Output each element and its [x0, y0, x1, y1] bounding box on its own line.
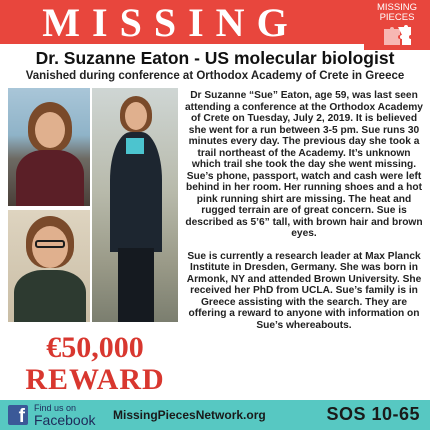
facebook-icon-glyph: f — [18, 406, 25, 427]
story-paragraph-1: Dr Suzanne “Sue” Eaton, age 59, was last seen attending a conference at the Orthodox Academy of Crete on Tuesday, July 2, 2019. It is believed she went for a run between 3-5 pm. Sue runs 30 minutes every day. The previous day she took a trail northeast of the Academy. It’s unknown which trail she took the day she went missing. Sue’s phone, passport, watch and cash were left behind in her room. Her running shoes and a hot pink running shirt are missing. The heat and rugged terrain are of great concern. Sue is described as 5’6” tall, with brown hair and brown eyes. — [185, 90, 423, 239]
missing-pieces-logo — [364, 0, 430, 50]
puzzle-pieces-icon — [382, 25, 412, 47]
subtitle: Vanished during conference at Orthodox Academy of Crete in Greece — [25, 70, 405, 82]
missing-heading: MISSING — [42, 0, 300, 45]
reward-label: REWARD — [25, 363, 165, 396]
running-photo — [92, 88, 178, 322]
website-link[interactable]: MissingPiecesNetwork.org — [113, 408, 266, 422]
facebook-link[interactable]: Facebook — [34, 412, 96, 428]
facebook-icon[interactable] — [8, 405, 28, 425]
logo-line-2: PIECES — [379, 12, 415, 23]
portrait-photo-outdoor — [8, 88, 90, 206]
story-paragraph-2: Sue is currently a research leader at Max Planck Institute in Dresden, Germany. She was born in Armonk, NY and attended Brown University. She received her PhD from UCLA. Sue’s family is in Greece assisting with the search. They are offering a reward to anyone with information on Sue’s whereabouts. — [186, 250, 422, 331]
person-title: Dr. Suzanne Eaton - US molecular biologist — [35, 48, 395, 68]
reward-amount: €50,000 — [46, 331, 144, 364]
logo-line-1: MISSING — [376, 2, 418, 13]
case-code: SOS 10-65 — [326, 404, 420, 424]
footer-bar — [0, 400, 430, 430]
portrait-photo-glasses — [8, 210, 90, 322]
facebook-find-us-label: Find us on — [34, 403, 77, 413]
story-text — [183, 90, 425, 331]
